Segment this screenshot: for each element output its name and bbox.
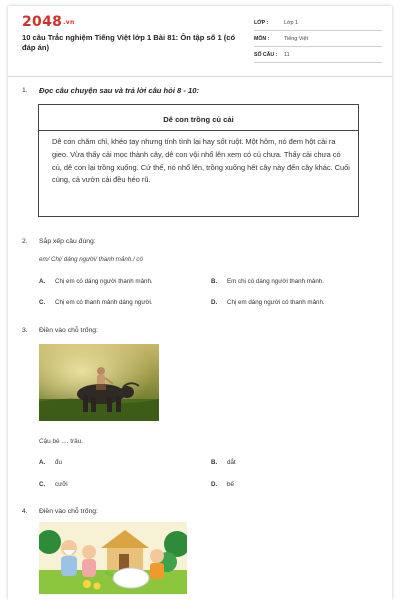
- meta-key: MÔN :: [254, 35, 270, 42]
- option-text: Em chị có dáng người thanh mảnh.: [227, 278, 324, 285]
- meta-row-grade: [254, 15, 382, 31]
- option-b[interactable]: [211, 459, 236, 466]
- option-letter: A.: [39, 459, 46, 466]
- option-d[interactable]: [211, 481, 234, 488]
- meta-value: 11: [284, 51, 290, 58]
- logo-suffix: .vn: [63, 18, 75, 26]
- boy-buffalo-image: [39, 344, 159, 421]
- meta-value: Lớp 1: [284, 19, 299, 26]
- option-letter: D.: [211, 481, 218, 488]
- cartoon-image: [39, 522, 187, 594]
- question-number: 3.: [22, 327, 28, 334]
- boy-buffalo-illustration: [39, 344, 159, 421]
- question-prompt: em/ Chị/ dáng người/ thanh mảnh./ có: [39, 256, 143, 263]
- option-text: dắt: [227, 459, 236, 466]
- answer-line: Cậu bé .... trâu.: [39, 438, 84, 445]
- document-meta: [254, 15, 382, 63]
- option-letter: C.: [39, 481, 46, 488]
- question-text: Điền vào chỗ trống:: [39, 508, 98, 515]
- option-text: bế: [227, 481, 234, 488]
- option-text: đu: [55, 459, 62, 466]
- question-text: Sắp xếp câu đúng:: [39, 238, 96, 245]
- meta-value: Tiếng Việt: [284, 35, 308, 42]
- document-page: [8, 6, 392, 600]
- meta-row-subject: [254, 31, 382, 47]
- story-divider: [39, 130, 358, 131]
- meta-row-count: [254, 47, 382, 63]
- option-c[interactable]: [39, 299, 153, 306]
- option-a[interactable]: [39, 278, 153, 285]
- option-a[interactable]: [39, 459, 62, 466]
- option-letter: C.: [39, 299, 46, 306]
- meta-key: LỚP :: [254, 19, 269, 26]
- option-d[interactable]: [211, 299, 325, 306]
- option-text: Chị em có thanh mảnh dáng người.: [55, 299, 153, 306]
- option-b[interactable]: [211, 278, 324, 285]
- site-logo[interactable]: [22, 14, 75, 30]
- question-number: 4.: [22, 508, 28, 515]
- logo-text: 2048: [22, 14, 63, 30]
- question-text: Đọc câu chuyện sau và trả lời câu hỏi 8 - 10:: [39, 86, 199, 95]
- meta-key: SỐ CÂU :: [254, 51, 278, 58]
- option-c[interactable]: [39, 481, 68, 488]
- cartoon-illustration: [39, 522, 187, 594]
- header-divider: [8, 76, 392, 77]
- story-title: Dê con trồng củ cải: [163, 115, 234, 124]
- option-text: cưỡi: [55, 481, 68, 488]
- option-letter: B.: [211, 278, 218, 285]
- question-number: 1.: [22, 87, 28, 94]
- story-body: Dê con chăm chỉ, khéo tay nhưng tính tình lại hay sốt ruột. Một hôm, nó đem hột cải ra gieo. Vừa thấy cải mọc thành cây, dê con vội nhổ lên xem có củ chưa. Thấy cải chưa có củ, dê con lại trồng xuống. Cứ thế, nó nhổ lên, trồng xuống hết cây này đến cây khác. Cuối cùng, cả vườn cải đều héo rũ.: [52, 137, 350, 185]
- document-header: [8, 6, 392, 72]
- story-box: [38, 104, 359, 217]
- option-text: Chị em dáng người có thanh mảnh.: [227, 299, 325, 306]
- question-number: 2.: [22, 238, 28, 245]
- option-letter: A.: [39, 278, 46, 285]
- question-text: Điền vào chỗ trống:: [39, 327, 98, 334]
- option-text: Chị em có dáng người thanh mảnh.: [55, 278, 153, 285]
- document-title: 10 câu Trắc nghiệm Tiếng Việt lớp 1 Bài 81: Ôn tập số 1 (có đáp án): [22, 33, 236, 52]
- option-letter: B.: [211, 459, 218, 466]
- option-letter: D.: [211, 299, 218, 306]
